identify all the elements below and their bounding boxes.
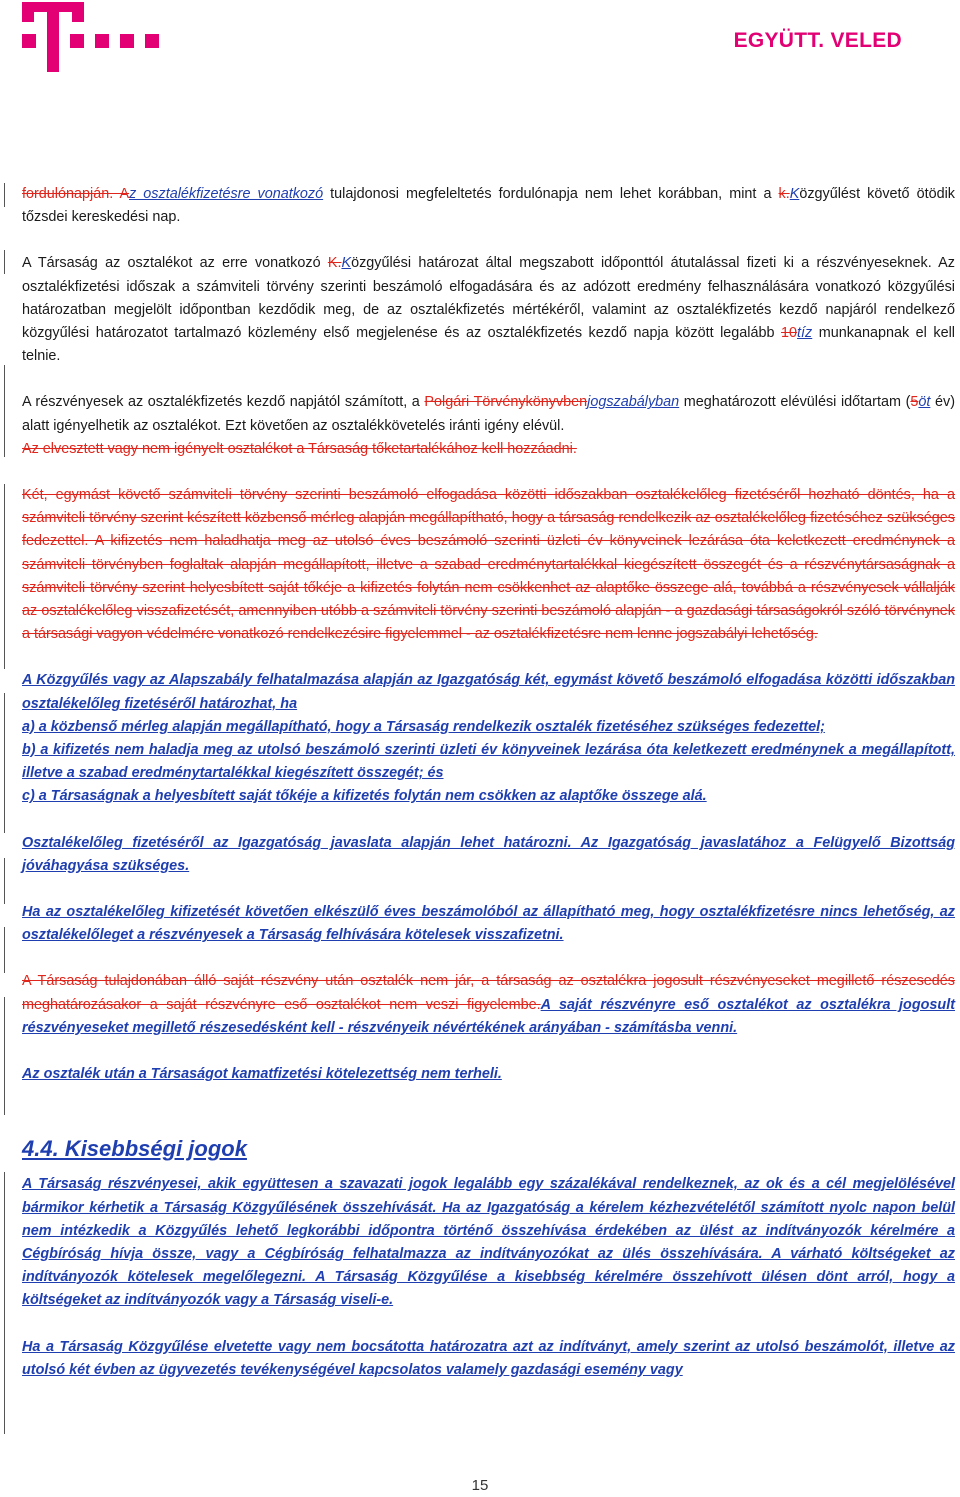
body-text: özgyűlést követő ötödik tőzsdei kereskedési nap.	[22, 186, 955, 226]
change-bar	[4, 997, 5, 1115]
inserted-text: A Társaság részvényesei, akik együttesen a szavazati jogok legalább egy százalékával rendelkeznek, az ok és a cél megjelölésével bármikor kérhetik a Társaság Közgyűlésének összehívását. Ha az Igazgatóság a kérelem kézhezvételétől számított nyolc napon belül nem intézkedik a Közgyűlés lehető legkorábbi időpontra történő összehívása érdekében az ülést az indítványozók kérelmére a Cégbíróság hívja össze, vagy a Cégbíróság felhatalmazza az indítványozókat az ülés összehívására. A várható költségeket az indítványozók kötelesek megelőlegezni. A Társaság Közgyűlése a kisebbség kérelmére összehívott ülésen dönt arról, hogy a költségeket az indítványozók vagy a Társaság viseli-e.	[22, 1176, 955, 1309]
paragraph-igazgatosag-javaslat	[22, 832, 955, 878]
inserted-text: Ha az osztalékelőleg kifizetését követően elkészülő éves beszámolóból az állapítható meg, hogy osztalékfizetésre nincs lehetőség, az osztalékelőleget a részvényesek a Társaság felhívására kötelesek visszafizetni.	[22, 904, 955, 944]
inserted-text: öt	[918, 394, 931, 411]
inserted-text: c) a Társaságnak a helyesbített saját tőkéje a kifizetés folytán nem csökken az alaptőke összege alá.	[22, 788, 707, 805]
paragraph-kamat	[22, 1063, 955, 1086]
deleted-text: 10	[781, 325, 798, 342]
brand-slogan: EGYÜTT. VELED	[733, 29, 902, 52]
list-item-c	[22, 785, 955, 808]
paragraph-osztalekeloleg-uj	[22, 669, 955, 715]
paragraph-elevules	[22, 391, 955, 437]
inserted-text: K	[341, 255, 352, 272]
paragraph-osztalekeloleg-regi	[22, 484, 955, 646]
deleted-text: K.	[327, 255, 342, 272]
body-text: A részvényesek az osztalékfizetés kezdő napjától számított, a	[22, 394, 425, 411]
list-item-a	[22, 716, 955, 739]
inserted-text: b) a kifizetés nem haladja meg az utolsó beszámoló szerinti üzleti év könyveinek lezárása óta keletkezett eredménynek a megállapított, illetve a szabad eredménytartalékkal kiegészített összegét; és	[22, 742, 955, 782]
page-header	[0, 0, 960, 80]
list-item-b	[22, 739, 955, 785]
change-bar	[4, 183, 5, 207]
body-text: munkanapnak el kell telnie.	[22, 325, 955, 365]
deleted-text: Két, egymást követő számviteli törvény szerinti beszámoló elfogadása közötti időszakban osztalékelőleg fizetéséről hozható döntés, ha a számviteli törvény szerint készített közbenső mérleg alapján megállapítható, hogy a társaság rendelkezik az osztalékelőleg fizetéséhez szükséges fedezettel. A kifizetés nem haladhatja meg az utolsó éves beszámoló szerinti üzleti év könyveinek lezárása óta keletkezett eredménynek a számviteli törvényben foglaltak alapján megállapított, illetve a szabad eredménytartalékkal kiegészített összegét és a részvénytársaságnak a számviteli törvény szerint helyesbített saját tőkéje a kifizetés folytán nem csökkenhet az alaptőke összege alá, továbbá a részvényesek vállalják az osztalékelőleg visszafizetését, amennyiben utóbb a számviteli törvény szerinti beszámoló alapján - a gazdasági társaságokról szóló törvénynek a társasági vagyon védelmére vonatkozó rendelkezésire figyelemmel - az osztalékfizetésre nem lenne jogszabályi lehetőség.	[22, 487, 955, 643]
inserted-text: a) a közbenső mérleg alapján megállapítható, hogy a Társaság rendelkezik osztalék fizetéséhez szükséges fedezettel;	[22, 718, 825, 735]
deleted-text: k.	[778, 186, 790, 202]
inserted-text: jogszabályban	[587, 394, 680, 411]
body-text: meghatározott elévülési időtartam (	[679, 394, 911, 411]
paragraph-tokeatartalek	[22, 438, 955, 461]
deleted-text: Az elvesztett vagy nem igényelt osztalékot a Társaság tőketartalékához kell hozzáadni.	[22, 440, 577, 457]
body-text: A Társaság az osztalékot az erre vonatkozó	[22, 255, 328, 272]
change-bar	[4, 858, 5, 904]
deleted-text: A Társaság tulajdonában álló saját részvény után osztalék nem jár, a társaság az osztalékra jogosult részvényeseket megillető részesedés meghatározásakor a saját részvényre eső osztalékot nem veszi figyelembe.	[22, 973, 955, 1013]
paragraph-osztalek-kifizetes	[22, 252, 955, 368]
change-bar	[4, 1172, 5, 1434]
change-bar	[4, 693, 5, 833]
paragraph-indivany	[22, 1336, 955, 1382]
section-heading: 4.4. Kisebbségi jogok	[22, 1136, 247, 1162]
deleted-text: 5	[910, 394, 919, 411]
change-bar	[4, 927, 5, 973]
body-text: tulajdonosi megfeleltetés fordulónapja nem lehet korábban, mint a	[323, 186, 779, 202]
change-bar	[4, 250, 5, 274]
document-body	[22, 183, 955, 1382]
inserted-text: K	[789, 186, 800, 202]
change-bar	[4, 365, 5, 457]
paragraph-fordulonap	[22, 183, 955, 229]
deleted-text: Polgári Törvénykönyvben	[424, 394, 588, 411]
inserted-text: Az osztalék után a Társaságot kamatfizetési kötelezettség nem terheli.	[22, 1066, 502, 1083]
body-text: özgyűlési határozat által megszabott időponttól átutalással fizeti ki a részvényeseknek. Az osztalékfizetési időszak a számviteli törvény szerinti beszámoló elfogadására és az adózott eredmény felhasználására vonatkozó közgyűlési határozatban megjelölt időpontban kezdődik meg, de az osztalékfizetés mértékéről, valamint az osztalékfizetés kezdő napjáról rendelkező közgyűlési határozatot tartalmazó közlemény első megjelenése és az osztalékfizetés kezdő napja között legalább	[22, 255, 955, 342]
page-number: 15	[471, 1477, 489, 1494]
inserted-text: A Közgyűlés vagy az Alapszabály felhatalmazása alapján az Igazgatóság két, egymást követő beszámoló elfogadása közötti időszakban osztalékelőleg fizetéséről határozhat, ha	[22, 672, 955, 712]
inserted-text: tíz	[797, 325, 813, 342]
deleted-text: fordulónapján. A	[22, 186, 130, 202]
inserted-text: z osztalékfizetésre vonatkozó	[129, 186, 324, 202]
telekom-t-logo	[22, 2, 172, 72]
paragraph-visszafizetes	[22, 901, 955, 947]
inserted-text: A saját részvényre eső osztalékot az osztalékra jogosult részvényeseket megillető részesedésként kell - részvényeik névértékének arányában - számításba venni.	[22, 996, 955, 1036]
inserted-text: Osztalékelőleg fizetéséről az Igazgatóság javaslata alapján lehet határozni. Az Igazgatóság javaslatához a Felügyelő Bizottság jóváhagyása szükséges.	[22, 834, 955, 874]
body-text: év) alatt igényelhetik az osztalékot. Ezt követően az osztalékkövetelés iránti igény elévül.	[22, 394, 956, 434]
paragraph-kozgyules-osszehivas	[22, 1173, 955, 1312]
change-bar	[4, 484, 5, 669]
inserted-text: Ha a Társaság Közgyűlése elvetette vagy nem bocsátotta határozatra azt az indítványt, amely szerint az utolsó beszámolót, illetve az utolsó két évben az ügyvezetés tevékenységével kapcsolatos valamely gazdasági esemény vagy	[22, 1338, 955, 1378]
paragraph-sajat-reszveny	[22, 970, 955, 1040]
